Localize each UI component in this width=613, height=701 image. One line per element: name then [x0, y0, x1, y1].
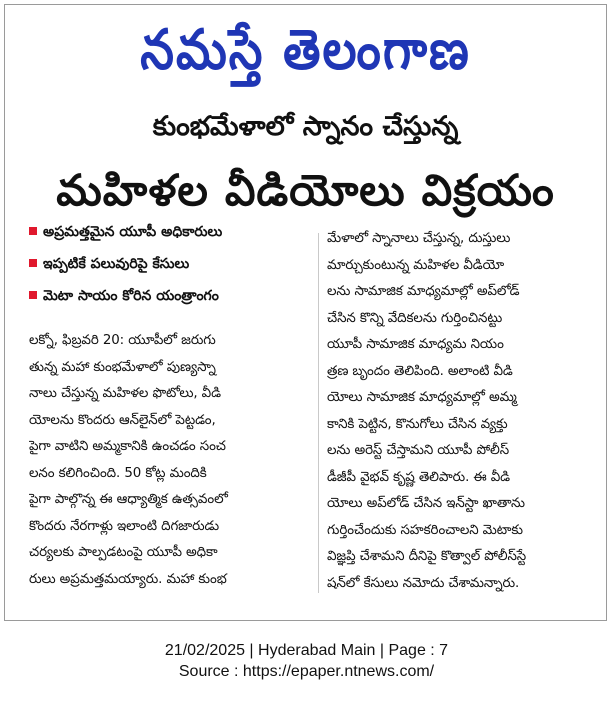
news-clipping	[4, 4, 607, 621]
bullet-item	[29, 255, 314, 273]
red-square-icon	[29, 291, 37, 299]
main-headline: మహిళల వీడియోలు విక్రయం	[56, 166, 555, 216]
source-line: Source : https://epaper.ntnews.com/	[178, 663, 435, 680]
text-line: మేళాలో స్నానాలు చేస్తున్న, దుస్తులు	[327, 231, 511, 246]
newspaper-masthead	[5, 9, 606, 91]
bullet-item	[29, 287, 314, 305]
text-line: పైగా పాల్గొన్న ఈ ఆధ్యాత్మిక ఉత్సవంలో	[29, 492, 228, 507]
text-line: లనం కలిగించింది. 50 కోట్ల మందికి	[29, 465, 207, 481]
text-line: మార్చుకుంటున్న మహిళల వీడియో	[327, 257, 504, 273]
text-line: త్రణ బృందం తెలిపింది. అలాంటి వీడి	[327, 363, 513, 379]
text-line: చర్యలకు పాల్పడటంపై యూపీ అధికా	[29, 545, 218, 560]
bullet-item	[29, 223, 314, 241]
text-line: కానికి పెట్టిన, కొనుగోలు చేసిన వ్యక్తు	[327, 416, 508, 432]
text-line: లక్నో, ఫిబ్రవరి 20: యూపీలో జరుగు	[29, 333, 216, 348]
article-column-right	[327, 226, 605, 597]
text-line: రులు అప్రమత్తమయ్యారు. మహా కుంభ	[29, 571, 227, 587]
text-line: యోలను కొందరు ఆన్‌లైన్‌లో పెట్టడం,	[29, 412, 216, 428]
text-line: గుర్తించేందుకు సహకరించాలని మెటాకు	[327, 522, 523, 538]
text-line: యోలు అప్‌లోడ్ చేసిన ఇన్‌స్టా ఖాతాను	[327, 496, 525, 511]
article-column-left	[29, 328, 311, 593]
text-line: నాలు చేస్తున్న మహిళల ఫొటోలు, వీడి	[29, 386, 221, 401]
red-square-icon	[29, 227, 37, 235]
highlight-bullets	[29, 223, 314, 319]
text-line: లను సామాజిక మాధ్యమాల్లో అప్‌లోడ్	[327, 284, 520, 299]
text-line: పైగా వాటిని అమ్మకానికి ఉంచడం సంచ	[29, 439, 226, 454]
text-line: షన్‌లో కేసులు నమోదు చేశామన్నారు.	[327, 575, 520, 591]
text-line: డీజీపీ వైభవ్ కృష్ణ తెలిపారు. ఈ వీడి	[327, 469, 510, 485]
edition-info: 21/02/2025 | Hyderabad Main | Page : 7	[164, 642, 449, 659]
bullet-text: అప్రమత్తమైన యూపీ అధికారులు	[43, 224, 223, 240]
bullet-text: మెటా సాయం కోరిన యంత్రాంగం	[43, 288, 219, 304]
column-divider	[318, 233, 319, 593]
text-line: కొందరు నేరగాళ్లు ఇలాంటి దిగజారుడు	[29, 518, 219, 534]
text-line: చేసిన కొన్ని వేదికలను గుర్తించినట్టు	[327, 310, 503, 326]
red-square-icon	[29, 259, 37, 267]
bullet-text: ఇప్పటికే పలువురిపై కేసులు	[43, 256, 190, 272]
text-line: తున్న మహా కుంభమేళాలో పుణ్యస్నా	[29, 359, 216, 375]
kicker-headline: కుంభమేళాలో స్నానం చేస్తున్న	[152, 111, 459, 142]
text-line: యోలు సామాజిక మాధ్యమాల్లో అమ్మ	[327, 390, 517, 405]
text-line: యూపీ సామాజిక మాధ్యమ నియం	[327, 337, 504, 352]
masthead-title: నమస్తే తెలంగాణ	[140, 17, 471, 83]
text-line: విజ్ఞప్తి చేశామని దీనిపై కొత్వాల్ పోలీస్‌స్టే	[327, 549, 527, 564]
text-line: లను అరెస్ట్ చేస్తామని యూపీ పోలీస్	[327, 443, 510, 458]
